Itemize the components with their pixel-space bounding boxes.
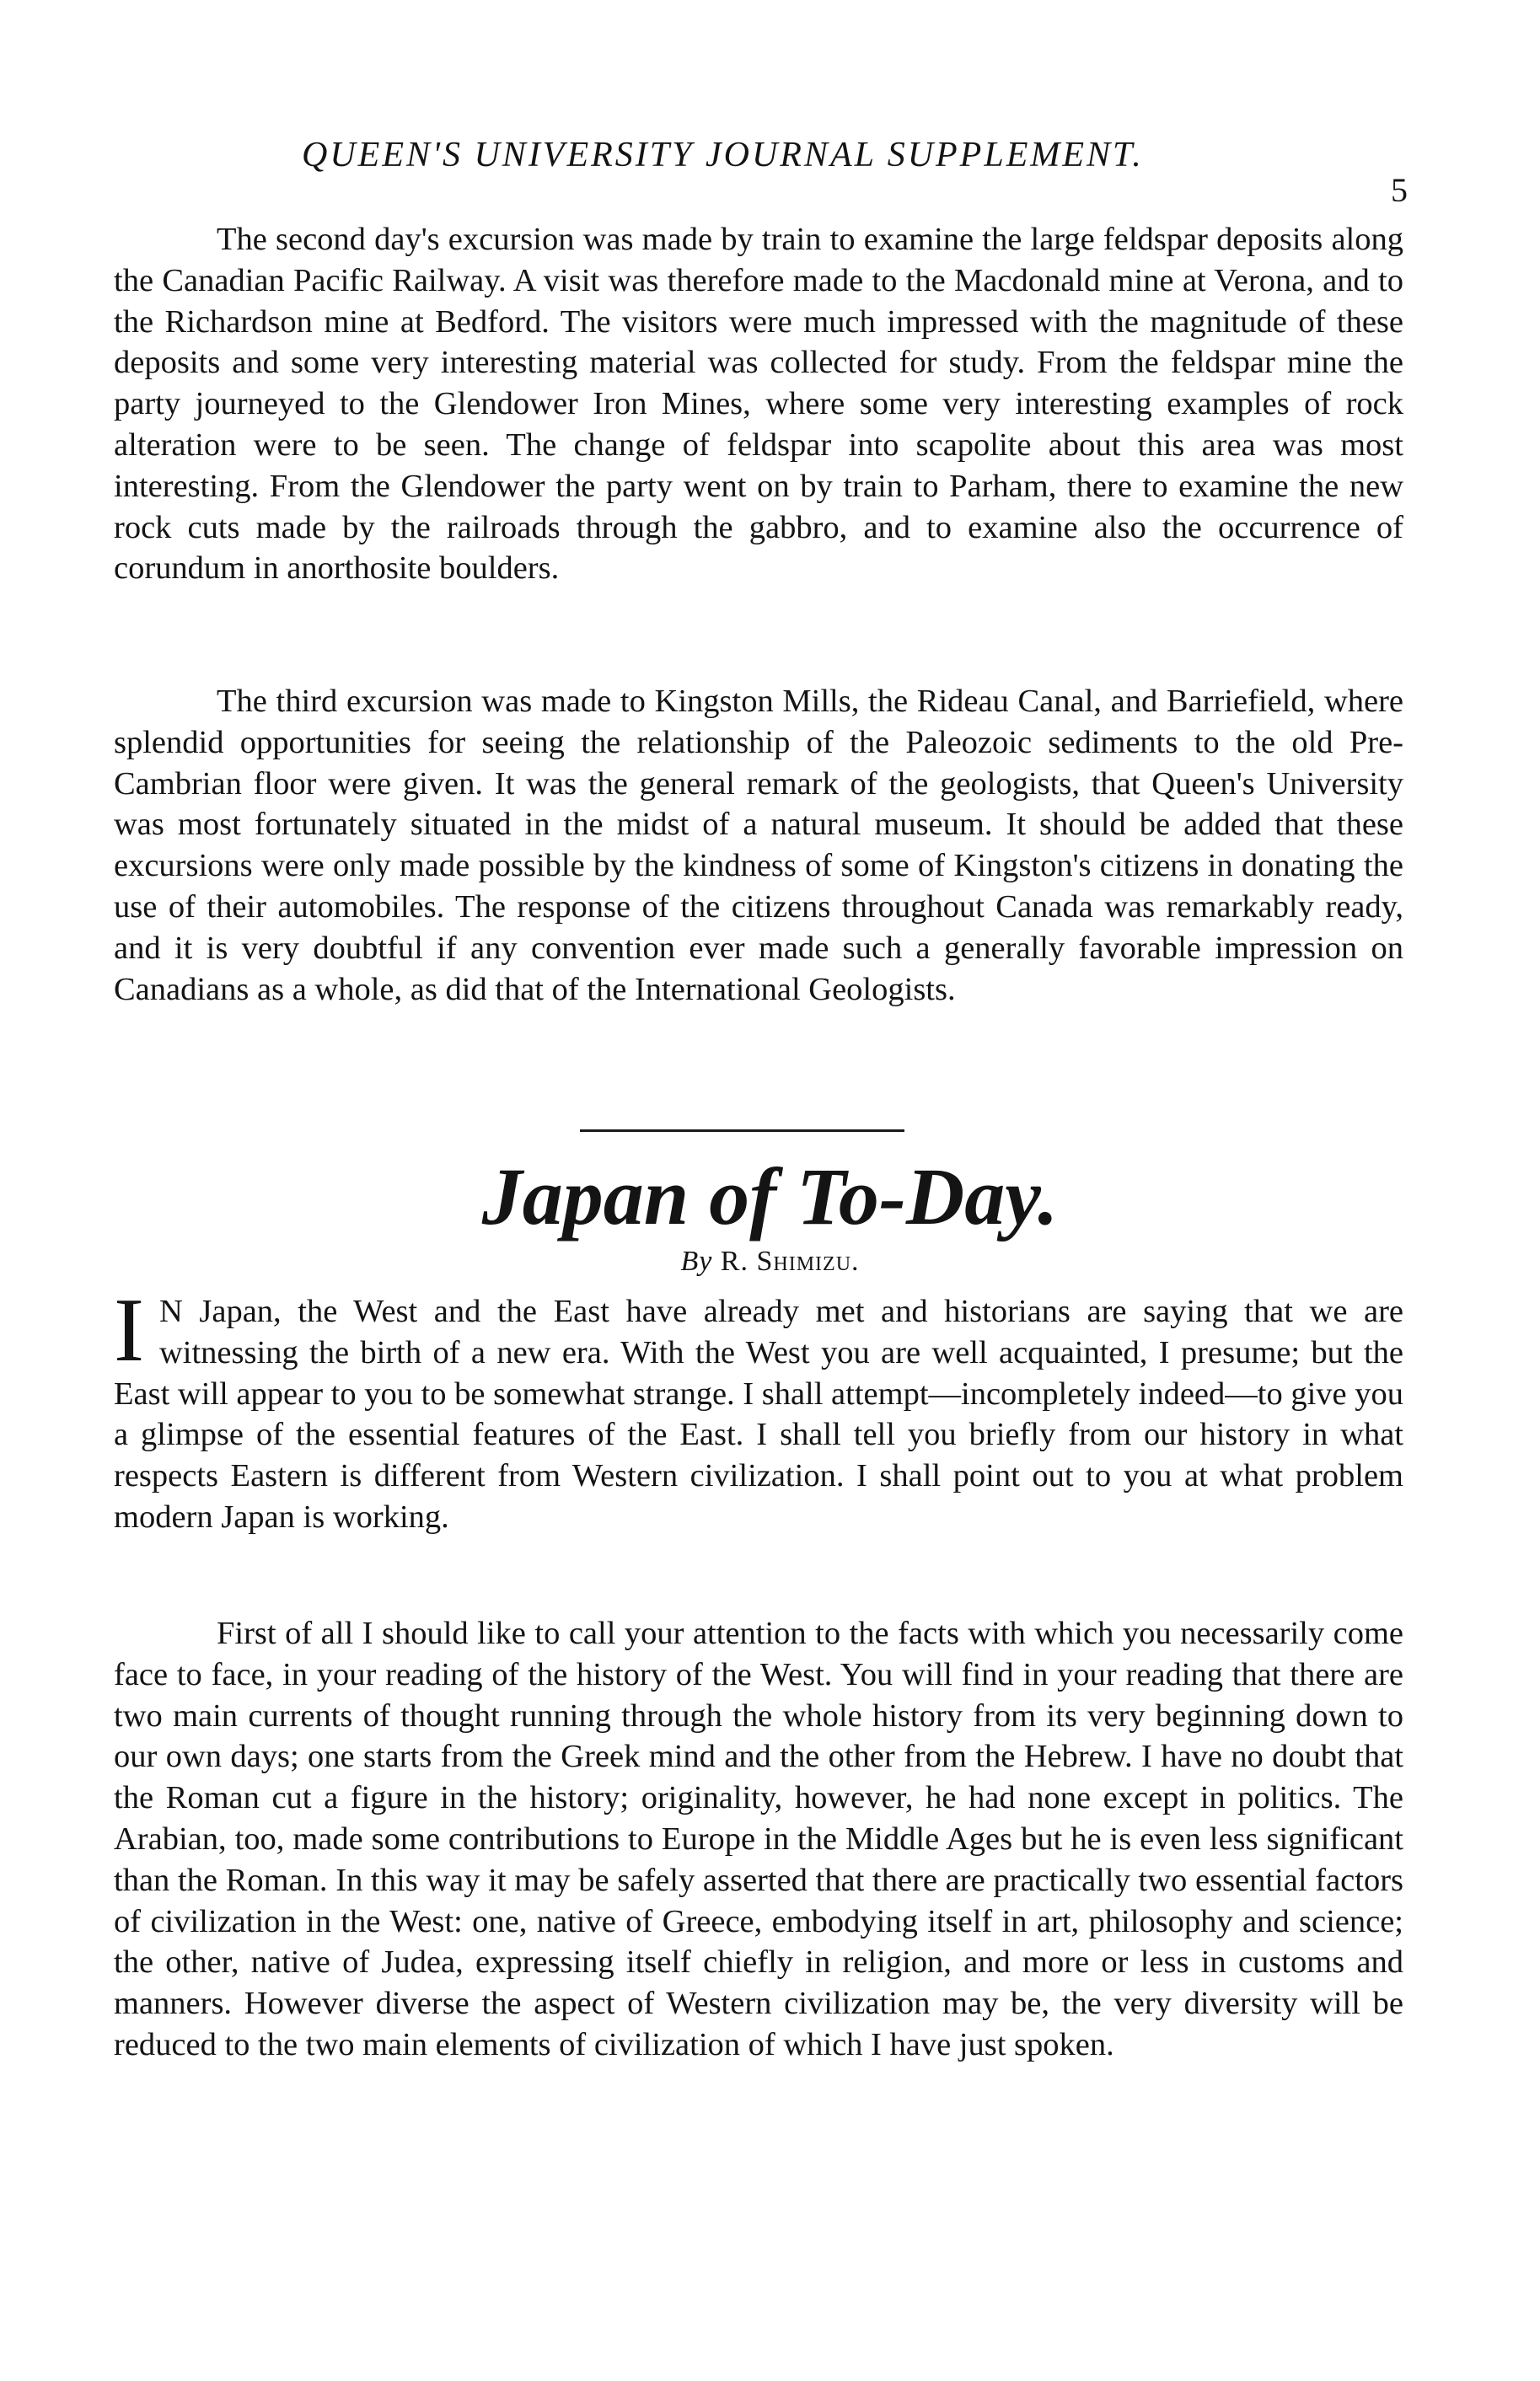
article-opening-paragraph — [114, 1280, 1403, 1538]
byline-prefix: By — [680, 1246, 713, 1277]
article-byline — [0, 1246, 1540, 1278]
paragraph-third-excursion: The third excursion was made to Kingston Mills, the Rideau Canal, and Barriefield, where splendid opportunities for seeing the relationship of the Paleozoic sediments to the old Pre-Cambrian floor were given. It was the general remark of the geologists, that Queen's University was most fortunately situated in the midst of a natural museum. It should be added that these excursions were only made possible by the kindness of some of Kingston's citizens in donating the use of their automobiles. The response of the citizens throughout Canada was remarkably ready, and it is very doubtful if any convention ever made such a generally favorable impression on Canadians as a whole, as did that of the International Geologists. — [114, 684, 1403, 1007]
article-second-block — [114, 1613, 1403, 2066]
running-header — [118, 135, 1408, 209]
paragraph-second-excursion: The second day's excursion was made by train to examine the large feldspar deposits along the Canadian Pacific Railway. A visit was therefore made to the Macdonald mine at Verona, and to the Richardson mine at Bedford. The visitors were much impressed with the magnitude of these deposits and some very interesting material was collected for study. From the feldspar mine the party journeyed to the Glendower Iron Mines, where some very interesting examples of rock alteration were to be seen. The change of feldspar into scapolite about this area was most interesting. From the Glendower the party went on by train to Parham, there to examine the new rock cuts made by the railroads through the gabbro, and to examine also the occurrence of corundum in anorthosite boulders. — [114, 222, 1403, 587]
article-title: Japan of To-Day. — [481, 1151, 1059, 1241]
paragraph-third-excursion-block — [114, 681, 1403, 1010]
page-number: 5 — [1391, 171, 1408, 209]
byline-author: R. Shimizu. — [720, 1246, 860, 1277]
paragraph-second-excursion-block — [114, 219, 1403, 589]
opening-paragraph-text: N Japan, the West and the East have already met and historians are saying that we are witnessing the birth of a new era. With the West you are well acquainted, I presume; but the East will appear to you to be somewhat strange. I shall attempt—incompletely indeed—to give you a glimpse of the essential features of the East. I shall tell you briefly from our history in what respects Eastern is different from Western civilization. I shall point out to you at what problem modern Japan is working. — [114, 1294, 1403, 1535]
article-opening-block — [114, 1280, 1403, 1538]
drop-cap: I — [114, 1280, 144, 1381]
article-second-paragraph: First of all I should like to call your attention to the facts with which you necessarily come face to face, in your reading of the history of the West. You will find in your reading that there are two main currents of thought running through the whole history from its very beginning down to our own days; one starts from the Greek mind and the other from the Hebrew. I have no doubt that the Roman cut a figure in the history; originality, however, he had none except in politics. The Arabian, too, made some contributions to Europe in the Middle Ages but he is even less significant than the Roman. In this way it may be safely asserted that there are practically two essential factors of civilization in the West: one, native of Greece, embodying itself in art, philosophy and science; the other, native of Judea, expressing itself chiefly in religion, and more or less in customs and manners. However diverse the aspect of Western civilization may be, the very diversity will be reduced to the two main elements of civilization of which I have just spoken. — [114, 1616, 1403, 2062]
running-title: QUEEN'S UNIVERSITY JOURNAL SUPPLEMENT. — [302, 136, 1144, 174]
section-divider — [580, 1129, 904, 1132]
